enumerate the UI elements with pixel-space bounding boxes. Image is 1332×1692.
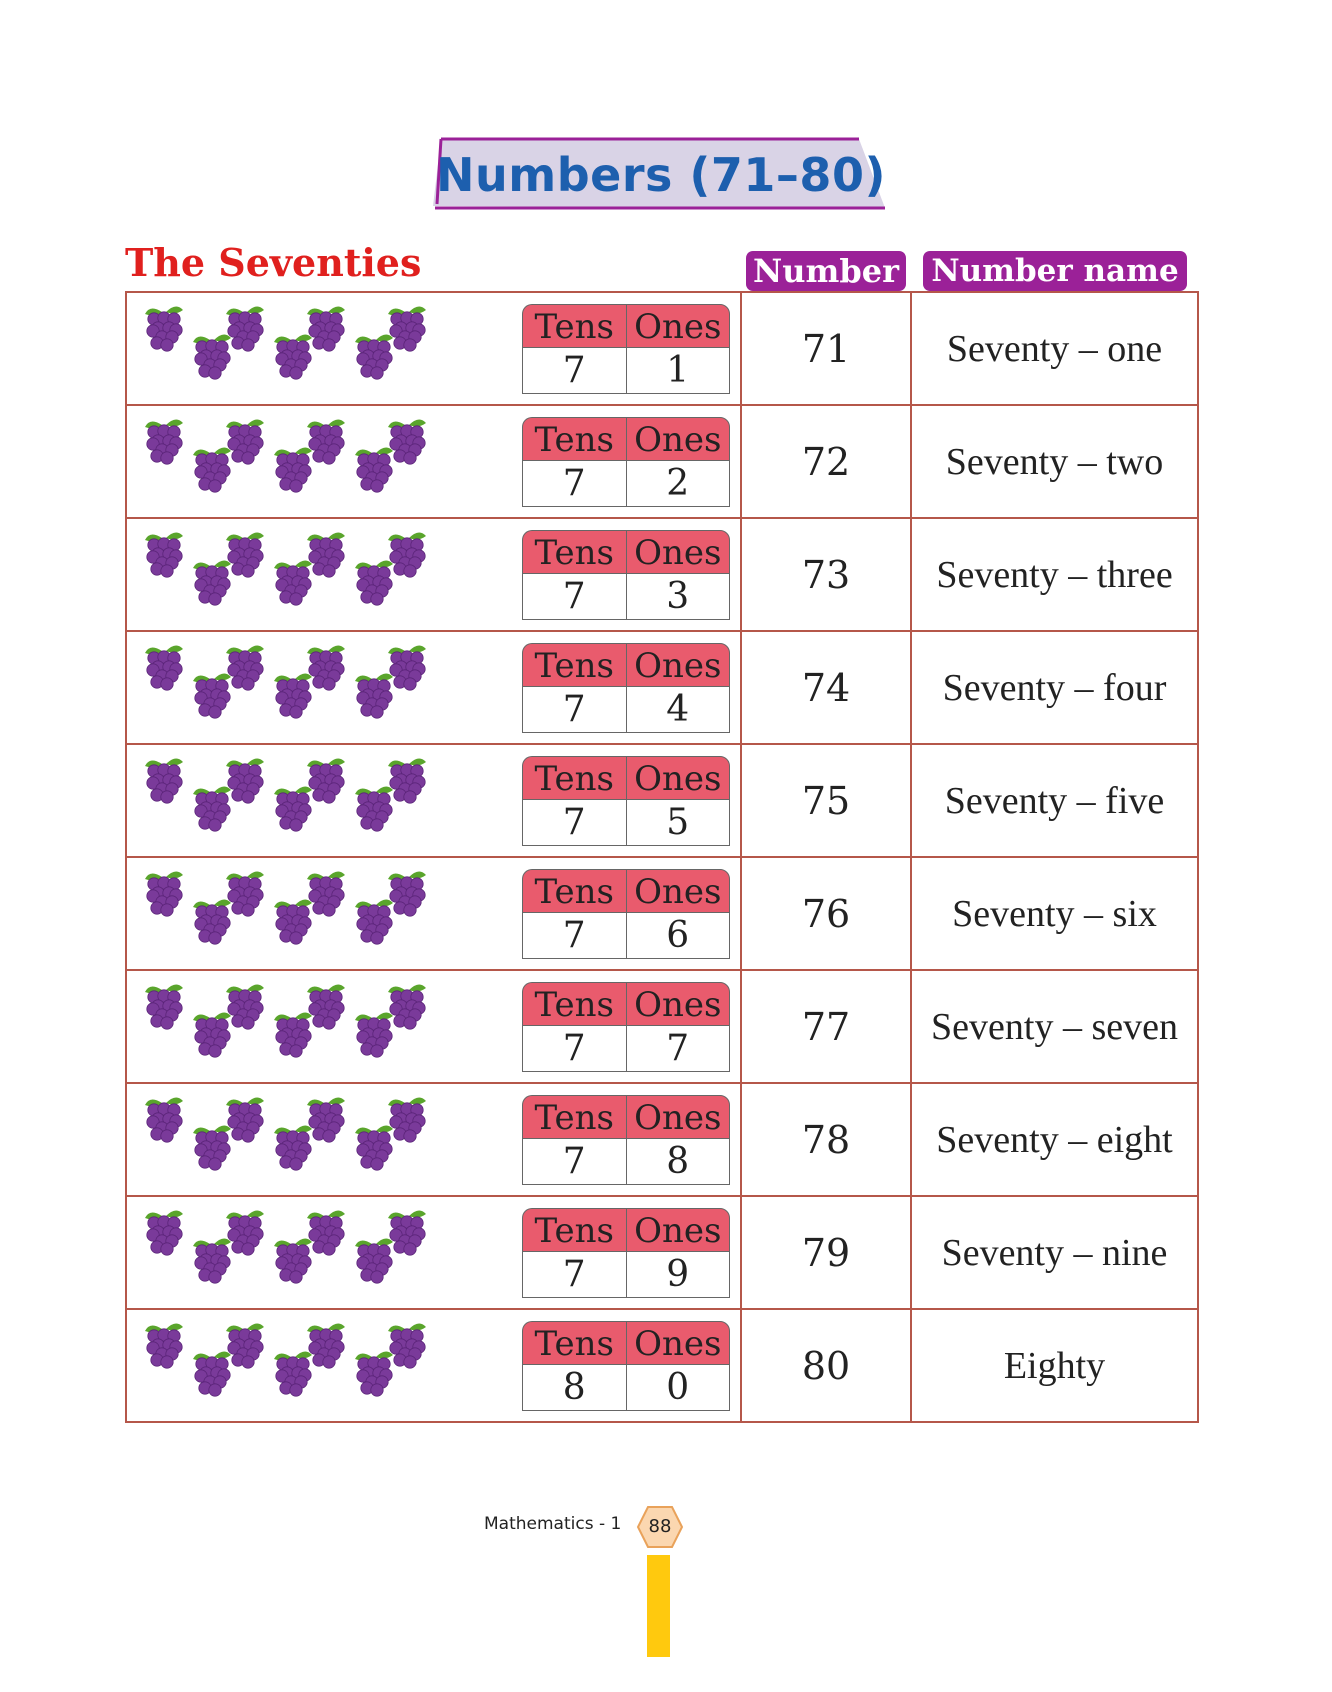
- grape-icon: [355, 1238, 393, 1283]
- table-row: [127, 293, 1197, 406]
- header-number-name: Number name: [923, 251, 1187, 291]
- table-row: [127, 858, 1197, 971]
- grape-icon: [274, 673, 312, 718]
- tens-grape-bunches: [133, 299, 573, 399]
- grape-icon: [355, 560, 393, 605]
- grape-icon: [307, 306, 345, 351]
- grape-icon: [388, 306, 426, 351]
- grape-icon: [193, 786, 231, 831]
- number-name-cell: Seventy – one: [946, 327, 1163, 370]
- table-row: [127, 632, 1197, 745]
- ones-value: 2: [626, 461, 731, 507]
- page-number-badge: [636, 1505, 684, 1549]
- number-name-cell: Eighty: [1003, 1344, 1106, 1387]
- grape-icon: [145, 984, 183, 1029]
- ones-value: 8: [626, 1139, 731, 1185]
- tens-label: Tens: [522, 1321, 626, 1365]
- tens-label: Tens: [522, 417, 626, 461]
- page-number: 88: [648, 1516, 672, 1537]
- grape-icon: [226, 1097, 264, 1142]
- grape-icon: [145, 1210, 183, 1255]
- tens-label: Tens: [522, 1208, 626, 1252]
- numbers-table: [125, 291, 1199, 1423]
- number-cell: 73: [742, 519, 912, 630]
- number-name-cell: Seventy – six: [952, 892, 1157, 935]
- number-name-cell: Seventy – three: [936, 553, 1173, 596]
- section-title: The Seventies: [125, 240, 422, 285]
- tens-grape-bunches: [133, 412, 573, 512]
- ones-label: Ones: [626, 1208, 731, 1252]
- grape-icon: [193, 673, 231, 718]
- picture-cell: [127, 293, 742, 404]
- grape-icon: [274, 447, 312, 492]
- footer-book-title: Mathematics - 1: [484, 1514, 622, 1534]
- picture-cell: [127, 1197, 742, 1308]
- tens-label: Tens: [522, 530, 626, 574]
- grape-icon: [307, 1097, 345, 1142]
- ones-value: 5: [626, 800, 731, 846]
- grape-icon: [145, 645, 183, 690]
- grape-icon: [193, 447, 231, 492]
- table-row: [127, 519, 1197, 632]
- grape-icon: [145, 1323, 183, 1368]
- ones-value: 6: [626, 913, 731, 959]
- tens-grape-bunches: [133, 638, 573, 738]
- header-number: Number: [746, 251, 906, 291]
- tens-ones-box: [522, 417, 730, 508]
- number-name-cell: Seventy – nine: [941, 1231, 1168, 1274]
- tens-value: 7: [522, 348, 626, 394]
- picture-cell: [127, 1310, 742, 1421]
- number-cell: 78: [742, 1084, 912, 1195]
- grape-icon: [388, 871, 426, 916]
- table-row: [127, 1197, 1197, 1310]
- grape-icon: [307, 532, 345, 577]
- number-cell: 80: [742, 1310, 912, 1421]
- ones-label: Ones: [626, 417, 731, 461]
- grape-icon: [226, 984, 264, 1029]
- number-name-cell: Seventy – four: [942, 666, 1167, 709]
- grape-icon: [274, 1351, 312, 1396]
- number-cell: 75: [742, 745, 912, 856]
- grape-icon: [145, 758, 183, 803]
- number-cell: 71: [742, 293, 912, 404]
- grape-icon: [226, 419, 264, 464]
- tens-label: Tens: [522, 304, 626, 348]
- grape-icon: [193, 560, 231, 605]
- tens-grape-bunches: [133, 751, 573, 851]
- number-name-cell: Seventy – eight: [936, 1118, 1173, 1161]
- grape-icon: [355, 1351, 393, 1396]
- grape-icon: [145, 419, 183, 464]
- ones-label: Ones: [626, 1321, 731, 1365]
- grape-icon: [388, 645, 426, 690]
- grape-icon: [388, 1323, 426, 1368]
- tens-ones-box: [522, 756, 730, 847]
- grape-icon: [355, 1125, 393, 1170]
- table-row: [127, 971, 1197, 1084]
- grape-icon: [274, 899, 312, 944]
- ones-value: 0: [626, 1365, 731, 1411]
- ones-value: 3: [626, 574, 731, 620]
- tens-ones-box: [522, 1321, 730, 1412]
- tens-grape-bunches: [133, 1203, 573, 1303]
- number-name-cell: Seventy – two: [945, 440, 1164, 483]
- grape-icon: [388, 1097, 426, 1142]
- grape-icon: [274, 1238, 312, 1283]
- grape-icon: [307, 758, 345, 803]
- tens-value: 7: [522, 1026, 626, 1072]
- grape-icon: [274, 334, 312, 379]
- grape-icon: [274, 1012, 312, 1057]
- grape-icon: [145, 1097, 183, 1142]
- ones-label: Ones: [626, 982, 731, 1026]
- grape-icon: [307, 871, 345, 916]
- number-cell: 74: [742, 632, 912, 743]
- ones-value: 9: [626, 1252, 731, 1298]
- grape-icon: [307, 419, 345, 464]
- grape-icon: [226, 871, 264, 916]
- ones-value: 7: [626, 1026, 731, 1072]
- grape-icon: [388, 532, 426, 577]
- tens-ones-box: [522, 643, 730, 734]
- ones-label: Ones: [626, 304, 731, 348]
- tens-ones-box: [522, 530, 730, 621]
- ones-label: Ones: [626, 530, 731, 574]
- grape-icon: [193, 899, 231, 944]
- ones-value: 4: [626, 687, 731, 733]
- tens-value: 7: [522, 574, 626, 620]
- picture-cell: [127, 745, 742, 856]
- picture-cell: [127, 858, 742, 969]
- grape-icon: [355, 334, 393, 379]
- grape-icon: [226, 532, 264, 577]
- grape-icon: [145, 306, 183, 351]
- tens-grape-bunches: [133, 525, 573, 625]
- picture-cell: [127, 971, 742, 1082]
- number-name-cell: Seventy – five: [944, 779, 1165, 822]
- ones-value: 1: [626, 348, 731, 394]
- tens-label: Tens: [522, 1095, 626, 1139]
- tens-label: Tens: [522, 643, 626, 687]
- grape-icon: [388, 1210, 426, 1255]
- grape-icon: [355, 673, 393, 718]
- page-title: Numbers (71–80): [436, 148, 886, 202]
- table-row: [127, 1084, 1197, 1197]
- grape-icon: [226, 306, 264, 351]
- tens-grape-bunches: [133, 1316, 573, 1416]
- ones-label: Ones: [626, 756, 731, 800]
- tens-label: Tens: [522, 982, 626, 1026]
- ones-label: Ones: [626, 1095, 731, 1139]
- tens-label: Tens: [522, 869, 626, 913]
- tens-ones-box: [522, 982, 730, 1073]
- table-row: [127, 1310, 1197, 1423]
- grape-icon: [193, 1012, 231, 1057]
- grape-icon: [355, 786, 393, 831]
- number-cell: 76: [742, 858, 912, 969]
- picture-cell: [127, 519, 742, 630]
- tens-label: Tens: [522, 756, 626, 800]
- grape-icon: [388, 984, 426, 1029]
- grape-icon: [307, 645, 345, 690]
- tens-value: 8: [522, 1365, 626, 1411]
- number-name-cell: Seventy – seven: [931, 1005, 1178, 1048]
- tens-ones-box: [522, 304, 730, 395]
- tens-grape-bunches: [133, 1090, 573, 1190]
- grape-icon: [274, 560, 312, 605]
- grape-icon: [193, 1351, 231, 1396]
- tens-value: 7: [522, 1252, 626, 1298]
- grape-icon: [226, 645, 264, 690]
- tens-value: 7: [522, 800, 626, 846]
- grape-icon: [388, 758, 426, 803]
- ones-label: Ones: [626, 643, 731, 687]
- grape-icon: [226, 1323, 264, 1368]
- grape-icon: [145, 871, 183, 916]
- grape-icon: [355, 899, 393, 944]
- tens-value: 7: [522, 913, 626, 959]
- table-row: [127, 745, 1197, 858]
- tens-ones-box: [522, 1095, 730, 1186]
- grape-icon: [193, 334, 231, 379]
- grape-icon: [307, 1210, 345, 1255]
- number-cell: 79: [742, 1197, 912, 1308]
- picture-cell: [127, 1084, 742, 1195]
- tens-grape-bunches: [133, 977, 573, 1077]
- number-cell: 77: [742, 971, 912, 1082]
- grape-icon: [226, 1210, 264, 1255]
- grape-icon: [355, 1012, 393, 1057]
- page-bar: [647, 1555, 670, 1657]
- grape-icon: [307, 1323, 345, 1368]
- number-cell: 72: [742, 406, 912, 517]
- tens-value: 7: [522, 461, 626, 507]
- picture-cell: [127, 406, 742, 517]
- grape-icon: [145, 532, 183, 577]
- grape-icon: [355, 447, 393, 492]
- grape-icon: [388, 419, 426, 464]
- tens-ones-box: [522, 869, 730, 960]
- grape-icon: [274, 1125, 312, 1170]
- title-banner: [433, 136, 889, 214]
- ones-label: Ones: [626, 869, 731, 913]
- grape-icon: [193, 1238, 231, 1283]
- grape-icon: [274, 786, 312, 831]
- grape-icon: [307, 984, 345, 1029]
- picture-cell: [127, 632, 742, 743]
- grape-icon: [226, 758, 264, 803]
- grape-icon: [193, 1125, 231, 1170]
- tens-grape-bunches: [133, 864, 573, 964]
- table-row: [127, 406, 1197, 519]
- tens-ones-box: [522, 1208, 730, 1299]
- tens-value: 7: [522, 1139, 626, 1185]
- tens-value: 7: [522, 687, 626, 733]
